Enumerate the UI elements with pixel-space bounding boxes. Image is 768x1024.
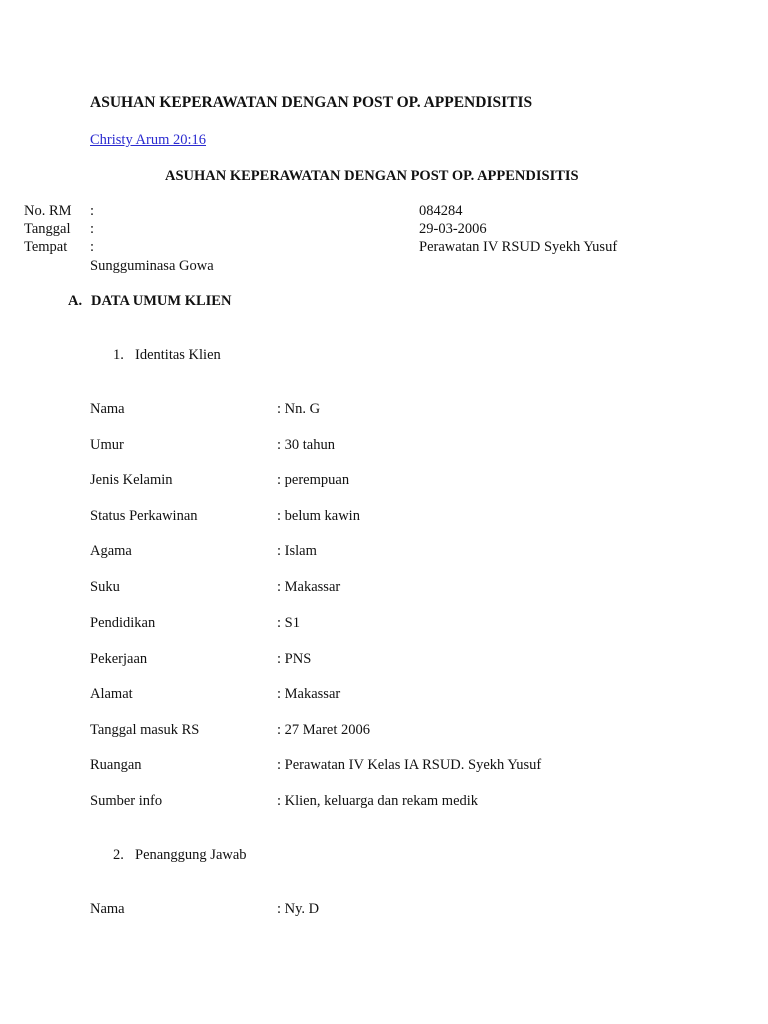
rm-value: 084284 [419,203,463,219]
sub2-title: Penanggung Jawab [135,847,247,863]
identitas-label: Suku [90,579,120,595]
sub1-title: Identitas Klien [135,347,221,363]
rm-colon: : [90,203,95,219]
identitas-value: : perempuan [277,472,350,488]
identitas-value: : Nn. G [277,401,321,417]
tempat-continued: Sungguminasa Gowa [90,258,214,274]
identitas-label: Jenis Kelamin [90,472,173,488]
penanggung-label: Nama [90,901,125,917]
tanggal-colon: : [90,221,95,237]
tempat-value: Perawatan IV RSUD Syekh Yusuf [419,239,618,255]
rm-label: No. RM [24,203,72,219]
document-title: ASUHAN KEPERAWATAN DENGAN POST OP. APPENDISITIS [90,94,533,111]
identitas-label: Tanggal masuk RS [90,722,200,738]
identitas-value: : belum kawin [277,508,360,524]
identitas-label: Pendidikan [90,615,156,631]
identitas-value: : S1 [277,615,300,631]
identitas-value: : 27 Maret 2006 [277,722,371,738]
tempat-label: Tempat [24,239,68,255]
identitas-value: : 30 tahun [277,437,335,453]
tempat-colon: : [90,239,95,255]
identitas-label: Status Perkawinan [90,508,198,524]
identitas-label: Ruangan [90,757,142,773]
identitas-value: : Makassar [277,686,341,702]
tanggal-label: Tanggal [24,221,71,237]
identitas-label: Agama [90,543,132,559]
identitas-label: Umur [90,437,124,453]
tanggal-value: 29-03-2006 [419,221,487,237]
identitas-label: Alamat [90,686,133,702]
identitas-value: : Klien, keluarga dan rekam medik [277,793,479,809]
author-link[interactable]: Christy Arum 20:16 [90,132,207,148]
identitas-value: : Islam [277,543,317,559]
identitas-value: : PNS [277,651,312,667]
identitas-label: Nama [90,401,125,417]
identitas-value: : Perawatan IV Kelas IA RSUD. Syekh Yusuf [277,757,542,773]
identitas-label: Pekerjaan [90,651,148,667]
section-a-title: DATA UMUM KLIEN [91,293,232,309]
penanggung-value: : Ny. D [277,901,320,917]
document-subtitle: ASUHAN KEPERAWATAN DENGAN POST OP. APPENDISITIS [165,168,579,184]
sub1-marker: 1. [113,347,124,363]
section-a-marker: A. [68,293,83,309]
sub2-marker: 2. [113,847,124,863]
identitas-label: Sumber info [90,793,163,809]
identitas-value: : Makassar [277,579,341,595]
